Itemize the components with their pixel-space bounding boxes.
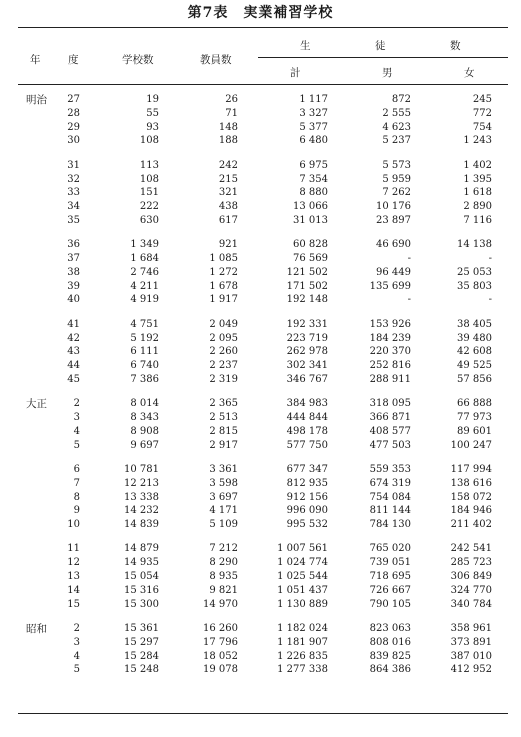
cell-female: 184 946: [450, 505, 492, 517]
cell-year: 10: [67, 519, 80, 531]
header-students-1: 生: [300, 40, 311, 52]
cell-schools: 8 014: [130, 398, 159, 410]
cell-year: 13: [67, 571, 80, 582]
cell-female: 25 053: [457, 266, 492, 278]
top-rule: [18, 27, 508, 28]
cell-schools: 4 751: [130, 318, 159, 330]
cell-teachers: 8 290: [209, 557, 238, 569]
cell-female: -: [488, 294, 492, 306]
cell-male: 153 926: [369, 318, 411, 330]
cell-total: 498 178: [286, 425, 328, 437]
cell-schools: 6 111: [130, 346, 159, 358]
cell-year: 2: [73, 622, 80, 634]
cell-total: 384 983: [286, 398, 328, 410]
cell-year: 33: [67, 187, 80, 199]
cell-year: 40: [67, 294, 80, 306]
cell-year: 44: [67, 360, 80, 372]
cell-year: 12: [67, 557, 80, 569]
cell-female: 340 784: [450, 598, 492, 610]
cell-female: 35 803: [457, 280, 492, 292]
cell-teachers: 7 212: [209, 543, 238, 555]
cell-schools: 14 935: [124, 557, 159, 569]
cell-total: 192 148: [286, 294, 328, 306]
cell-total: 1 130 889: [277, 598, 328, 610]
cell-year: 3: [73, 636, 80, 648]
cell-teachers: 2 237: [209, 360, 238, 372]
header-students-3: 数: [450, 40, 461, 52]
cell-teachers: 1 917: [209, 294, 238, 306]
cell-total: 995 532: [286, 519, 328, 531]
cell-teachers: 921: [218, 239, 238, 251]
cell-teachers: 188: [218, 135, 238, 147]
cell-male: 7 262: [382, 187, 411, 199]
cell-male: 726 667: [369, 584, 411, 596]
header-total: 計: [290, 67, 301, 79]
cell-year: 28: [67, 107, 80, 119]
cell-total: 8 880: [299, 187, 328, 199]
cell-teachers: 2 319: [209, 373, 238, 385]
cell-year: 36: [67, 239, 80, 251]
cell-year: 5: [73, 664, 80, 676]
cell-male: 811 144: [369, 505, 411, 517]
table-title: 第7表 実業補習学校: [187, 5, 334, 21]
cell-schools: 14 839: [124, 519, 159, 531]
cell-total: 996 090: [286, 505, 328, 517]
cell-total: 1 277 338: [277, 664, 328, 676]
cell-total: 1 182 024: [277, 622, 328, 634]
cell-schools: 15 361: [124, 622, 159, 634]
cell-male: 477 503: [369, 439, 411, 451]
cell-female: 772: [472, 107, 492, 119]
cell-teachers: 16 260: [203, 622, 238, 634]
students-subrule: [258, 57, 508, 58]
cell-year: 8: [73, 491, 80, 503]
cell-total: 1 007 561: [277, 543, 328, 555]
cell-teachers: 3 697: [209, 491, 238, 503]
cell-male: 559 353: [369, 463, 411, 475]
cell-male: 318 095: [369, 398, 411, 410]
cell-male: 2 555: [382, 107, 411, 119]
cell-male: 220 370: [369, 346, 411, 358]
cell-male: 23 897: [376, 214, 411, 226]
cell-female: -: [488, 253, 492, 264]
cell-male: 288 911: [369, 373, 411, 385]
cell-female: 1 395: [463, 173, 492, 185]
cell-total: 5 377: [299, 121, 328, 133]
cell-schools: 5 192: [130, 332, 159, 344]
cell-total: 444 844: [286, 412, 328, 423]
cell-year: 41: [67, 318, 80, 330]
cell-total: 60 828: [293, 239, 328, 251]
cell-male: 754 084: [369, 491, 411, 503]
cell-female: 77 973: [457, 412, 492, 423]
cell-female: 211 402: [450, 519, 492, 531]
cell-male: 839 825: [369, 650, 411, 662]
cell-male: 823 063: [369, 622, 411, 634]
cell-teachers: 617: [218, 214, 238, 226]
cell-male: 674 319: [369, 477, 411, 489]
cell-schools: 10 781: [124, 463, 159, 475]
cell-year: 5: [73, 439, 80, 451]
header-bottom-rule: [18, 84, 508, 85]
cell-teachers: 19 078: [203, 664, 238, 676]
cell-schools: 113: [139, 159, 159, 171]
header-year-2: 度: [68, 54, 79, 66]
cell-teachers: 2 917: [209, 439, 238, 451]
cell-year: 38: [67, 266, 80, 278]
cell-teachers: 26: [225, 94, 238, 105]
cell-female: 39 480: [457, 332, 492, 344]
cell-female: 57 856: [457, 373, 492, 385]
cell-schools: 8 908: [130, 425, 159, 437]
cell-schools: 8 343: [130, 412, 159, 423]
cell-total: 3 327: [299, 107, 328, 119]
cell-total: 171 502: [286, 280, 328, 292]
cell-year: 37: [67, 253, 80, 264]
cell-male: 808 016: [369, 636, 411, 648]
cell-female: 285 723: [450, 557, 492, 569]
header-teachers: 教員数: [200, 54, 232, 66]
cell-schools: 15 248: [124, 664, 159, 676]
cell-female: 38 405: [457, 318, 492, 330]
cell-female: 358 961: [450, 622, 492, 634]
cell-male: 4 623: [382, 121, 411, 133]
cell-schools: 19: [146, 94, 159, 105]
cell-schools: 630: [139, 214, 159, 226]
cell-total: 13 066: [293, 201, 328, 213]
cell-schools: 15 297: [124, 636, 159, 648]
cell-male: 864 386: [369, 664, 411, 676]
cell-female: 7 116: [463, 214, 492, 226]
cell-schools: 13 338: [124, 491, 159, 503]
header-male: 男: [382, 67, 393, 79]
cell-year: 9: [73, 505, 80, 517]
era-label: 明治: [26, 94, 47, 106]
cell-total: 6 975: [299, 159, 328, 171]
cell-schools: 4 919: [130, 294, 159, 306]
cell-teachers: 2 365: [209, 398, 238, 410]
era-label: 大正: [26, 398, 47, 411]
cell-year: 35: [67, 214, 80, 226]
cell-total: 7 354: [299, 173, 328, 185]
cell-schools: 93: [146, 121, 159, 133]
cell-year: 30: [67, 135, 80, 147]
cell-year: 29: [67, 121, 80, 133]
cell-schools: 7 386: [130, 373, 159, 385]
cell-total: 1 181 907: [277, 636, 328, 648]
cell-female: 100 247: [450, 439, 492, 451]
cell-year: 32: [67, 173, 80, 185]
cell-female: 1 402: [463, 159, 492, 171]
cell-teachers: 438: [218, 201, 238, 213]
cell-schools: 12 213: [124, 477, 159, 489]
cell-year: 15: [67, 598, 80, 610]
cell-teachers: 148: [218, 121, 238, 133]
cell-total: 1 025 544: [277, 571, 328, 582]
cell-year: 45: [67, 373, 80, 385]
cell-schools: 2 746: [130, 266, 159, 278]
cell-year: 14: [67, 584, 80, 596]
cell-teachers: 18 052: [203, 650, 238, 662]
cell-schools: 108: [139, 173, 159, 185]
cell-male: 5 237: [382, 135, 411, 147]
cell-year: 42: [67, 332, 80, 344]
cell-male: 252 816: [369, 360, 411, 372]
cell-teachers: 215: [218, 173, 238, 185]
cell-teachers: 1 272: [209, 266, 238, 278]
cell-male: 184 239: [369, 332, 411, 344]
cell-teachers: 3 361: [209, 463, 238, 475]
cell-female: 117 994: [450, 463, 492, 475]
cell-male: 408 577: [369, 425, 411, 437]
cell-schools: 15 316: [124, 584, 159, 596]
cell-female: 42 608: [457, 346, 492, 358]
header-students-2: 徒: [375, 40, 386, 52]
cell-total: 1 024 774: [277, 557, 328, 569]
cell-male: 765 020: [369, 543, 411, 555]
cell-year: 3: [73, 412, 80, 423]
cell-year: 34: [67, 201, 80, 213]
cell-total: 262 978: [286, 346, 328, 358]
cell-female: 2 890: [463, 201, 492, 213]
header-female: 女: [464, 67, 475, 79]
cell-male: 135 699: [369, 280, 411, 292]
cell-male: 739 051: [369, 557, 411, 569]
cell-year: 39: [67, 280, 80, 292]
cell-female: 245: [472, 94, 492, 105]
cell-male: 872: [391, 94, 411, 105]
cell-male: 96 449: [376, 266, 411, 278]
cell-schools: 222: [139, 201, 159, 213]
cell-year: 4: [73, 650, 80, 662]
cell-total: 1 226 835: [277, 650, 328, 662]
cell-male: 718 695: [369, 571, 411, 582]
cell-total: 6 480: [299, 135, 328, 147]
cell-total: 677 347: [286, 463, 328, 475]
cell-female: 1 618: [463, 187, 492, 199]
cell-male: 784 130: [369, 519, 411, 531]
cell-year: 2: [73, 398, 80, 410]
cell-male: -: [407, 253, 411, 264]
cell-year: 27: [67, 94, 80, 105]
cell-year: 7: [73, 477, 80, 489]
header-year-1: 年: [30, 54, 41, 66]
cell-male: 5 573: [382, 159, 411, 171]
cell-teachers: 1 678: [209, 280, 238, 292]
cell-male: -: [407, 294, 411, 306]
cell-teachers: 8 935: [209, 571, 238, 582]
cell-female: 324 770: [450, 584, 492, 596]
cell-year: 31: [67, 159, 80, 171]
cell-total: 812 935: [286, 477, 328, 489]
cell-total: 1 117: [299, 94, 328, 105]
cell-male: 5 959: [382, 173, 411, 185]
cell-female: 387 010: [450, 650, 492, 662]
cell-schools: 1 349: [130, 239, 159, 251]
cell-female: 242 541: [450, 543, 492, 555]
cell-female: 373 891: [450, 636, 492, 648]
cell-female: 89 601: [457, 425, 492, 437]
cell-schools: 55: [146, 107, 159, 119]
cell-teachers: 2 260: [209, 346, 238, 358]
bottom-rule: [18, 713, 508, 714]
cell-total: 1 051 437: [277, 584, 328, 596]
cell-female: 754: [472, 121, 492, 133]
cell-total: 346 767: [286, 373, 328, 385]
cell-total: 192 331: [286, 318, 328, 330]
cell-teachers: 4 171: [209, 505, 238, 517]
cell-male: 790 105: [369, 598, 411, 610]
cell-total: 121 502: [286, 266, 328, 278]
cell-female: 14 138: [457, 239, 492, 251]
header-schools: 学校数: [122, 54, 154, 66]
cell-male: 46 690: [376, 239, 411, 251]
cell-male: 10 176: [376, 201, 411, 213]
cell-year: 4: [73, 425, 80, 437]
cell-total: 577 750: [286, 439, 328, 451]
cell-female: 49 525: [457, 360, 492, 372]
cell-schools: 108: [139, 135, 159, 147]
cell-teachers: 5 109: [209, 519, 238, 531]
cell-teachers: 17 796: [203, 636, 238, 648]
cell-female: 66 888: [457, 398, 492, 410]
cell-teachers: 1 085: [209, 253, 238, 264]
cell-teachers: 242: [218, 159, 238, 171]
cell-female: 1 243: [463, 135, 492, 147]
cell-male: 366 871: [369, 412, 411, 423]
cell-schools: 9 697: [130, 439, 159, 451]
cell-total: 912 156: [286, 491, 328, 503]
cell-schools: 14 879: [124, 543, 159, 555]
cell-teachers: 2 049: [209, 318, 238, 330]
cell-schools: 15 284: [124, 650, 159, 662]
cell-schools: 14 232: [124, 505, 159, 517]
cell-female: 138 616: [450, 477, 492, 489]
cell-female: 158 072: [450, 491, 492, 503]
cell-schools: 15 054: [124, 571, 159, 582]
cell-schools: 6 740: [130, 360, 159, 372]
cell-teachers: 3 598: [209, 477, 238, 489]
cell-teachers: 2 095: [209, 332, 238, 344]
cell-teachers: 2 513: [209, 412, 238, 423]
cell-teachers: 9 821: [209, 584, 238, 596]
cell-teachers: 2 815: [209, 425, 238, 437]
cell-total: 76 569: [293, 253, 328, 264]
cell-schools: 1 684: [130, 253, 159, 264]
cell-female: 412 952: [450, 664, 492, 676]
cell-year: 11: [67, 543, 80, 555]
cell-schools: 15 300: [124, 598, 159, 610]
cell-teachers: 71: [225, 107, 238, 119]
cell-teachers: 321: [218, 187, 238, 199]
cell-year: 43: [67, 346, 80, 358]
cell-schools: 4 211: [130, 280, 159, 292]
cell-teachers: 14 970: [203, 598, 238, 610]
cell-total: 223 719: [286, 332, 328, 344]
cell-female: 306 849: [450, 571, 492, 582]
cell-total: 31 013: [293, 214, 328, 226]
cell-total: 302 341: [286, 360, 328, 372]
era-label: 昭和: [26, 622, 47, 635]
cell-schools: 151: [139, 187, 159, 199]
cell-year: 6: [73, 463, 80, 475]
